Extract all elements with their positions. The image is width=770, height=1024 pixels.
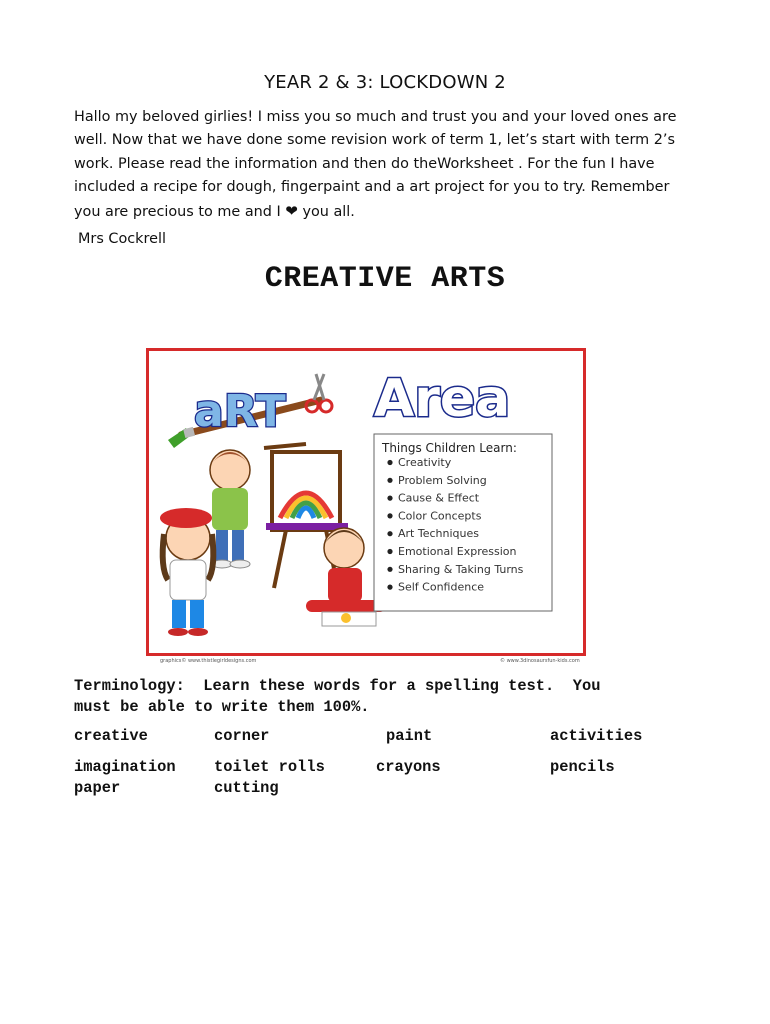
spelling-word: paint [386, 727, 433, 745]
intro-closing-end: you all. [302, 203, 355, 220]
intro-line: work. Please read the information and then do theWorksheet . For the fun I have [74, 155, 655, 172]
learning-list-item: Creativity [398, 456, 452, 469]
learning-list-item: Self Confidence [398, 580, 485, 594]
bullet-icon [387, 496, 392, 501]
learning-list-item: Art Techniques [398, 527, 479, 541]
terminology-line: must be able to write them 100%. [74, 698, 370, 716]
art-word: aRT [194, 386, 286, 437]
bullet-icon [387, 513, 392, 518]
learning-list-item: Sharing & Taking Turns [398, 562, 524, 576]
bullet-icon [387, 478, 392, 483]
terminology-line: Terminology: Learn these words for a spelling test. You [74, 677, 601, 695]
poster-credit-left: graphics© www.thistlegirldesigns.com [160, 658, 257, 664]
spelling-word: pencils [550, 758, 615, 776]
learning-list-item: Emotional Expression [398, 545, 517, 558]
learning-list-title: Things Children Learn: [382, 441, 517, 455]
intro-closing-start: you are precious to me and I [74, 203, 281, 220]
spelling-word: toilet rolls [214, 758, 325, 776]
section-title: CREATIVE ARTS [264, 262, 506, 296]
bullet-icon [387, 567, 392, 572]
bullet-icon [387, 585, 392, 590]
heart-icon: ❤ [285, 201, 298, 220]
intro-line: included a recipe for dough, fingerpaint and a art project for you to try. Remember [74, 179, 670, 196]
bullet-icon [387, 549, 392, 554]
spelling-word: creative [74, 727, 148, 745]
spelling-word: paper [74, 779, 121, 797]
intro-line: Hallo my beloved girlies! I miss you so much and trust you and your loved ones are [74, 109, 677, 125]
spelling-word: cutting [214, 779, 279, 797]
poster-credit-right: © www.3dinosaursfun-kids.com [500, 658, 580, 664]
intro-paragraph [74, 106, 704, 224]
spelling-word: activities [550, 727, 643, 745]
learning-list-item: Problem Solving [398, 473, 487, 487]
art-area-poster [146, 348, 586, 665]
learning-list-item: Color Concepts [398, 509, 482, 523]
terminology-instructions [74, 676, 714, 718]
spelling-word: corner [214, 727, 270, 745]
intro-line: well. Now that we have done some revision work of term 1, let’s start with term 2’s [74, 132, 675, 149]
bullet-icon [387, 460, 392, 465]
page-heading: YEAR 2 & 3: LOCKDOWN 2 [264, 72, 506, 93]
intro-line-closing [74, 200, 704, 224]
spelling-word: imagination [74, 758, 176, 776]
learning-list-item: Cause & Effect [398, 491, 480, 505]
bullet-icon [387, 531, 392, 536]
signature: Mrs Cockrell [78, 231, 166, 247]
area-word: Area [374, 369, 511, 429]
spelling-word: crayons [376, 758, 441, 776]
